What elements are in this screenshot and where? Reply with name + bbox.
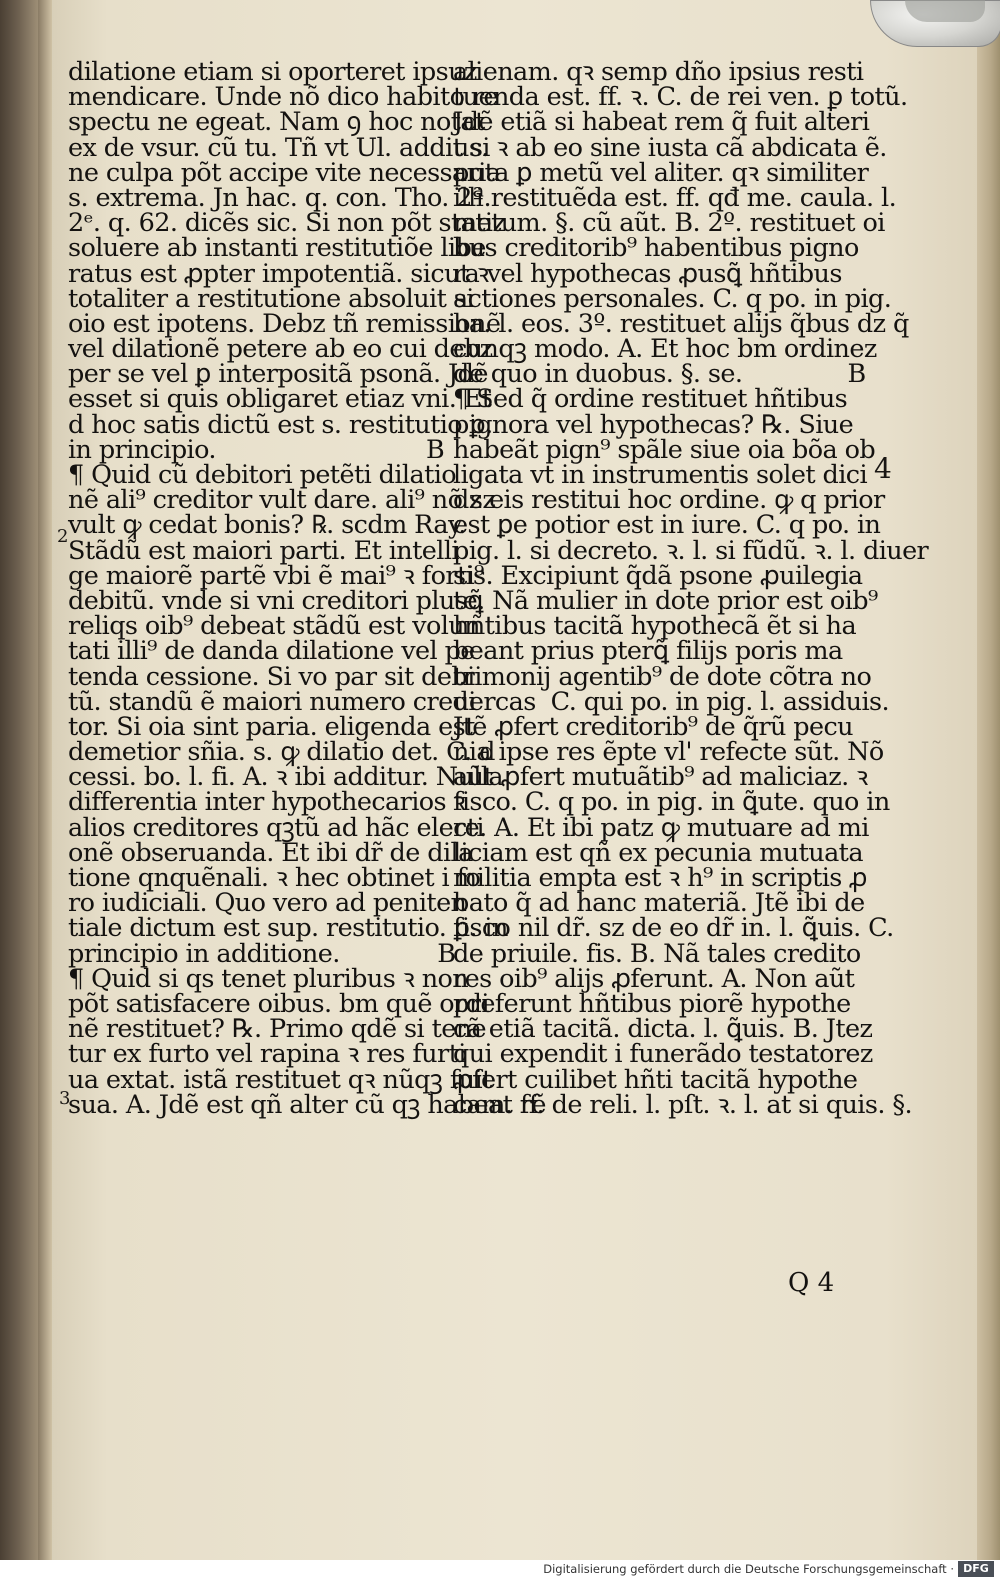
text-line: fisco. C. q po. in pig. in ꝗ̃ute. quo in xyxy=(453,787,890,818)
clasp-shadow xyxy=(905,0,985,22)
text-line: ha. l. eos. 3º. restituet alijs q̃bus dz q̃ xyxy=(453,308,909,339)
text-line: metum. §. cũ aũt. B. 2º. restituet oi xyxy=(453,208,885,239)
text-line: mendicare. Unde nõ dico habito re xyxy=(68,82,498,113)
dfg-logo: DFG xyxy=(958,1561,994,1577)
text-line: bato q̃ ad hanc materiã. Jtẽ ibi de xyxy=(453,888,865,919)
text-line: principio in additione. B xyxy=(68,938,456,969)
text-line: puta ꝑ metũ vel aliter. qꝛ similiter xyxy=(453,157,869,188)
text-line: in principio. B xyxy=(68,434,445,465)
footer-credit: Digitalisierung gefördert durch die Deutsche Forschungsgemeinschaft · xyxy=(543,1562,954,1576)
text-line: cã etiã tacitã. dicta. l. ꝗ̃uis. B. Jtez xyxy=(453,1014,873,1045)
text-line: vel dilationẽ petere ab eo cui debz xyxy=(68,334,493,365)
text-line: nẽ restituet? ℞. Primo qdẽ si tene xyxy=(68,1014,487,1045)
text-line: tati illi⁹ de danda dilatione vel pe xyxy=(68,636,475,667)
text-line: oio est ipotens. Debz tñ remissionẽ xyxy=(68,308,501,339)
text-line: aũt ꝓfert mutuãtib⁹ ad maliciaz. ꝛ xyxy=(453,762,868,793)
text-line: demetior sñia. s. ꝙ dilatio det. C. d xyxy=(68,737,495,768)
text-column-left xyxy=(68,57,546,1120)
text-line: dilatione etiam si oporteret ipsuz xyxy=(68,57,477,87)
text-line: nẽ ali⁹ creditor vult dare. ali⁹ nõ sz xyxy=(68,485,496,516)
text-line: tenda cessione. Si vo par sit debi xyxy=(68,661,475,692)
binding-strip xyxy=(38,0,52,1560)
text-line: d hoc satis dictũ est s. restitutio ꝑ. xyxy=(68,409,493,440)
page-edge xyxy=(977,0,1000,1560)
text-line: ua extat. istã restituet qꝛ nũqꝫ fuit xyxy=(68,1064,492,1095)
text-line: ratus est ꝓpter impotentiã. sicut ꝛ xyxy=(68,258,489,289)
text-line: differentia inter hypothecarios ꝛ xyxy=(68,787,466,818)
text-line: re. A. Et ibi patz ꝙ mutuare ad mi xyxy=(453,812,869,843)
text-line: ¶ Quid cũ debitori petẽti dilatio xyxy=(68,460,457,490)
text-line: s. extrema. Jn hac. q. con. Tho. 2ª. xyxy=(68,182,491,213)
text-line: Jdẽ etiã si habeat rem q̃ fuit alteri xyxy=(453,107,870,138)
text-line: illi restituẽda est. ff. qđ me. caula. l. xyxy=(453,182,897,213)
text-line: us. ꝛ ab eo sine iusta cã abdicata ẽ. xyxy=(453,132,887,163)
text-line: per se vel ꝑ interpositã psonã. Jdẽ xyxy=(68,359,488,390)
text-line: alienam. qꝛ semp dño ipsius resti xyxy=(453,57,864,87)
text-line: dz eis restitui hoc ordine. ꝙ q prior xyxy=(453,485,885,516)
text-line: hñtibus tacitã hypothecã ẽt si ha xyxy=(453,611,857,642)
text-line: sua. A. Jdẽ est qñ alter cũ qꝫ habeat rẽ xyxy=(68,1089,546,1120)
text-line: ex de vsur. cũ tu. Tñ vt Ul. addit si xyxy=(68,132,490,163)
text-line: tione qnquẽnali. ꝛ hec obtinet i fo xyxy=(68,863,481,893)
text-line: soluere ab instanti restitutiõe libe xyxy=(68,233,486,264)
text-line: ge maiorẽ partẽ vbi ẽ mai⁹ ꝛ forti⁹ xyxy=(68,560,484,591)
text-line: esset si quis obligaret etiaz vni. Et xyxy=(68,384,492,415)
text-line: Jtẽ ꝓfert creditorib⁹ de q̃rũ pecu xyxy=(453,711,854,742)
text-line: tor. Si oia sint paria. eligenda est xyxy=(68,711,475,742)
text-line: debitũ. vnde si vni creditori plusꝗ̃ xyxy=(68,585,483,616)
text-line: militia empta est ꝛ h⁹ in scriptis ꝓ xyxy=(453,863,867,893)
text-line: ra vel hypothecas ꝓusꝗ̃ hñtibus xyxy=(453,258,842,289)
text-line: tuenda est. ff. ꝛ. C. de rei ven. ꝑ totũ. xyxy=(453,82,908,113)
text-line: 2ᵉ. q. 62. dicẽs sic. Si non põt statiz xyxy=(68,208,506,239)
text-line: vult ꝙ cedat bonis? ℞. scdm Ray. xyxy=(68,510,466,541)
text-line: ¶ Sed q̃ ordine restituet hñtibus xyxy=(453,384,848,415)
text-line: te. Nã mulier in dote prior est oib⁹ xyxy=(453,585,878,616)
text-line: trimonij agentib⁹ de dote cõtra no xyxy=(453,661,872,692)
text-line: bus creditorib⁹ habentibus pigno xyxy=(453,233,859,264)
margin-number-2: 2 xyxy=(57,526,69,547)
text-line: tiale dictum est sup. restitutio. ꝑ. in xyxy=(68,913,508,944)
text-line: uercas C. qui po. in pig. l. assiduis. xyxy=(453,686,890,717)
text-line: ne culpa põt accipe vite necessaria xyxy=(68,157,501,188)
text-line: ro iudiciali. Quo vero ad peniten xyxy=(68,888,467,919)
text-line: ¶ Quid si qs tenet pluribus ꝛ non xyxy=(68,963,469,994)
text-line: alios creditores qꝫtũ ad hãc electi xyxy=(68,812,484,843)
text-line: est ꝑe potior est in iure. C. q po. in xyxy=(453,510,881,541)
text-line: habeãt pign⁹ spãle siue oia bõa ob xyxy=(453,434,876,465)
text-column-right xyxy=(453,57,929,1120)
text-line: ꝓfert cuilibet hñti tacitã hypothe xyxy=(453,1064,858,1095)
text-line: tur ex furto vel rapina ꝛ res furti xyxy=(68,1039,466,1070)
text-line: onẽ obseruanda. Et ibi dr̃ de dila xyxy=(68,837,473,868)
text-line: sis. Excipiunt q̃dã psone ꝓuilegia xyxy=(453,560,863,591)
text-line: de quo in duobus. §. se. B xyxy=(453,359,866,390)
text-line: beant prius pterꝗ̃ filijs poris ma xyxy=(453,636,843,667)
text-line: ligata vt in instrumentis solet dici xyxy=(453,460,868,490)
signature-mark: Q 4 xyxy=(788,1268,835,1298)
text-line: pig. l. si decreto. ꝛ. l. si fũdũ. ꝛ. l. diuer xyxy=(453,535,929,566)
text-line: reliqs oib⁹ debeat stãdũ est volun xyxy=(68,611,480,642)
text-line: de priuile. fis. B. Nã tales credito xyxy=(453,938,861,969)
text-line: cessi. bo. l. fi. A. ꝛ ibi additur. Nulla xyxy=(68,762,504,793)
footer-bar xyxy=(0,1560,1000,1579)
text-line: põt satisfacere oibus. bm quẽ ordi xyxy=(68,988,489,1019)
text-line: cam. ff. de reli. l. pſt. ꝛ. l. at si quis. §. xyxy=(453,1089,912,1120)
margin-number-4: 4 xyxy=(874,452,892,485)
text-line: spectu ne egeat. Nam ꝯ hoc notat xyxy=(68,107,485,138)
margin-number-3: 3 xyxy=(59,1088,71,1109)
text-line: Stãdũ est maiori parti. Et intelli xyxy=(68,535,459,566)
text-line: pignora vel hypothecas? ℞. Siue xyxy=(453,409,854,440)
text-line: res oib⁹ alijs ꝓferunt. A. Non aũt xyxy=(453,963,855,994)
text-line: cunqꝫ modo. A. Et hoc bm ordinez xyxy=(453,334,877,365)
text-line: totaliter a restitutione absoluit si xyxy=(68,283,474,314)
text-line: qui expendit i funerãdo testatorez xyxy=(453,1039,873,1070)
text-line: tũ. standũ ẽ maiori numero credi xyxy=(68,686,476,717)
text-line: nia ipse res ẽpte vl' refecte sũt. Nõ xyxy=(453,737,884,768)
text-line: fisco nil dr̃. sz de eo dr̃ in. l. ꝗ̃uis. C. xyxy=(453,913,894,944)
text-line: preferunt hñtibus piorẽ hypothe xyxy=(453,988,851,1019)
text-line: liciam est qñ ex pecunia mutuata xyxy=(453,837,863,868)
text-line: actiones personales. C. q po. in pig. xyxy=(453,283,892,314)
